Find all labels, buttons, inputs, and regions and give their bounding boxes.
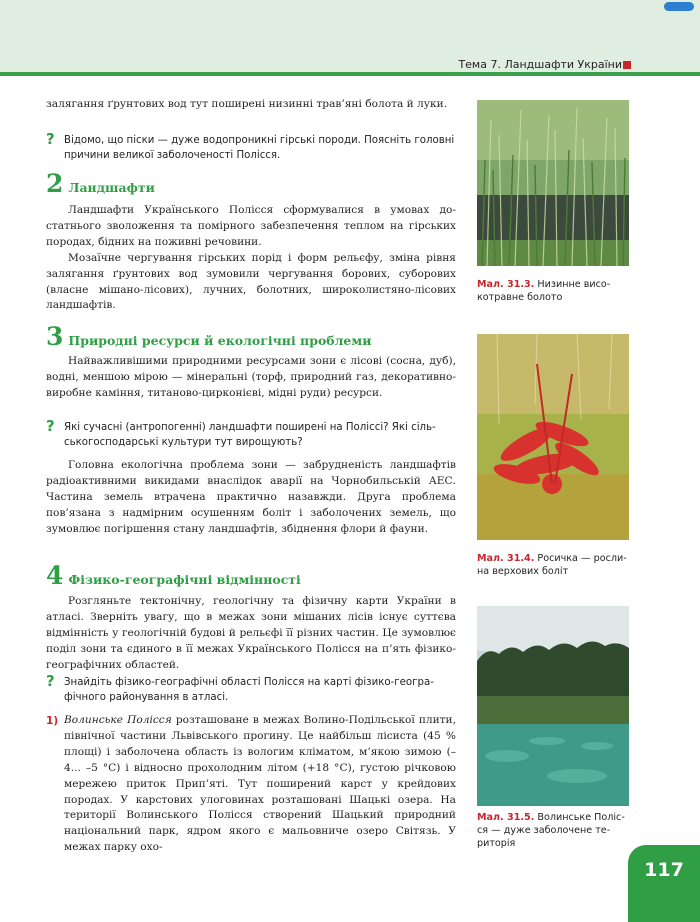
- caption-text: Волинське Полісся — дуже заболочене територія: [477, 812, 625, 849]
- section-number: 2: [46, 169, 64, 198]
- theme-label: Тема 7. Ландшафти України: [458, 58, 622, 71]
- caption-text: Росичка — рослина верхових боліт: [477, 553, 627, 577]
- paragraph: Ландшафти Українського Полісся сформувалися в умовах достатнього зволоження та помірного забезпечення теплом на гірських породах, бідних на поживні речовини.: [46, 204, 456, 248]
- term: Волинське Полісся: [64, 714, 172, 726]
- caption-31-3: [477, 278, 632, 304]
- section-4-body: [46, 594, 456, 674]
- question-icon: ?: [46, 417, 55, 435]
- list-item-number: 1): [46, 715, 59, 727]
- section-number: 3: [46, 322, 64, 351]
- paragraph: Мозаїчне чергування гірських порід і форм рельєфу, зміна рівня залягання ґрунтових вод зумовили чергування борових, суборових (власне мішано-лісових), лучних, болотних, широколистяно-лісових ландшафтів.: [46, 251, 456, 312]
- theme-marker-square: [623, 61, 631, 69]
- section-title: Природні ресурси й екологічні проблеми: [68, 333, 372, 348]
- caption-number: Мал. 31.4.: [477, 553, 535, 564]
- paragraph: Розгляньте тектонічну, геологічну та фізичну карти України в атласі. Зверніть увагу, що в межах зони мішаних лісів існує суттєва відмінність у геологічній будові й рельєфі її різних частин. Це зумовлює поділ зони та єдиного в її межах Українського Полісся на п’ять фізико-географічних областей.: [46, 595, 456, 671]
- section-number: 4: [46, 561, 64, 590]
- caption-31-4: [477, 552, 632, 578]
- paragraph: Головна екологічна проблема зони — забрудненість ландшафтів радіоактивними викидами внаслідок аварії на Чорнобильській АЕС. Частина земель втрачена практично назавжди. Друга проблема пов’язана з надмірним осушенням боліт і заболочених земель, що зумовлює погіршення стану ландшафтів, збіднення флори й фауни.: [46, 459, 456, 535]
- section-3-body-2: [46, 458, 456, 538]
- question-icon: ?: [46, 130, 55, 148]
- header-rule: [0, 72, 700, 76]
- page-number-box: [628, 845, 700, 922]
- item-body: розташоване в межах Волино-Подільської плити, північної частини Львівського прогину. Це найбільш лісиста (45 % площі) і заболочена область із вологим кліматом, м’якою зимою (–4... –5 °С) і відносно прохолодним літом (+18 °С), густою річковою мережею приток Прип’яті. Тут поширений карст у крейдових породах. У карстових улоговинах розташовані Шацькі озера. На території Волинського Полісся створений Шацький природний національний парк, ядром якого є мальовниче озеро Світязь. У межах парку охо-: [64, 714, 456, 854]
- intro-text: залягання ґрунтових вод тут поширені низинні трав’яні болота й луки.: [46, 98, 448, 110]
- paragraph: Найважливішими природними ресурсами зони є лісові (сосна, дуб), водні, меншою мірою — мінеральні (торф, природний газ, декоративно-виробне каміння, титаново-цирконієві, мідні руди) ресурси.: [46, 355, 456, 399]
- section-2-heading: [46, 171, 155, 197]
- section-3-body-1: [46, 354, 456, 402]
- question-3: Знайдіть фізико-географічні області Полісся на карті фізико-географічного районування в атласі.: [64, 677, 434, 703]
- question-icon: ?: [46, 672, 55, 690]
- caption-number: Мал. 31.5.: [477, 812, 535, 823]
- volyn-landscape-photo: [477, 606, 629, 806]
- publisher-logo: [664, 2, 694, 11]
- section-title: Ландшафти: [68, 180, 155, 195]
- list-item-volyn: [64, 713, 456, 856]
- caption-31-5: [477, 811, 632, 850]
- section-3-heading: [46, 324, 372, 350]
- question-1: Відомо, що піски — дуже водопроникні гірські породи. Поясніть головні причини великої заболоченості Полісся.: [64, 135, 455, 161]
- section-title: Фізико-географічні відмінності: [68, 572, 301, 587]
- sundew-photo: [477, 334, 629, 540]
- marsh-photo: [477, 100, 629, 266]
- question-2: Які сучасні (антропогенні) ландшафти поширені на Поліссі? Які сільськогосподарські культури тут вирощують?: [64, 422, 436, 448]
- page-number: 117: [644, 859, 684, 881]
- section-4-heading: [46, 563, 301, 589]
- caption-number: Мал. 31.3.: [477, 279, 535, 290]
- section-2-body: [46, 203, 456, 314]
- list-item-text: [64, 713, 456, 856]
- intro-paragraph: [46, 97, 456, 113]
- caption-text: Низинне високотравне болото: [477, 279, 611, 303]
